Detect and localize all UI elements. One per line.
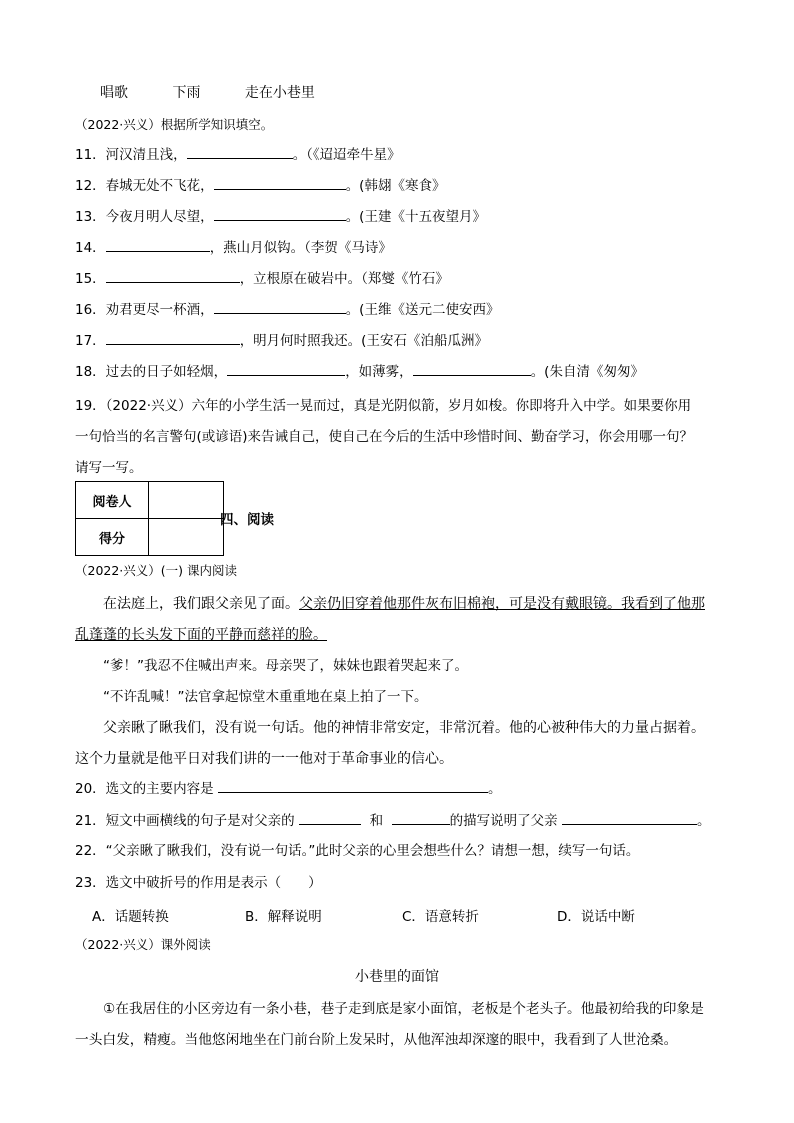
question-15: 15． ，立根原在破岩中。（郑燮《竹石》 [75, 268, 449, 289]
fill-intro: （2022·兴义）根据所学知识填空。 [75, 117, 274, 132]
question-22: 22．“父亲瞅了瞅我们，没有说一句话。”此时父亲的心里会想些什么？请想一想，续写一句话。 [75, 843, 640, 859]
choice-a[interactable]: A．话题转换 [92, 909, 169, 925]
answer-blank[interactable] [106, 268, 240, 283]
answer-blank[interactable] [106, 330, 240, 345]
answer-blank[interactable] [106, 237, 210, 252]
reading2-intro: （2022·兴义）课外阅读 [75, 937, 211, 952]
answer-blank[interactable] [214, 206, 346, 221]
score-label: 得分 [76, 519, 149, 556]
question-17: 17． ，明月何时照我还。(王安石《泊船瓜洲》 [75, 330, 488, 351]
question-14: 14． ，燕山月似钩。（李贺《马诗》 [75, 237, 392, 258]
question-12: 12．春城无处不飞花， 。(韩翃《寒食》 [75, 175, 445, 196]
reviewer-cell[interactable] [149, 482, 224, 519]
question-18: 18．过去的日子如轻烟， ，如薄雾， 。(朱自清《匆匆》 [75, 361, 644, 382]
reading1-intro: （2022·兴义）(一) 课内阅读 [75, 563, 238, 578]
reviewer-label: 阅卷人 [76, 482, 149, 519]
score-cell[interactable] [149, 519, 224, 556]
answer-blank[interactable] [187, 144, 293, 159]
answer-blank[interactable] [299, 810, 361, 825]
question-11: 11．河汉清且浅， 。（《迢迢牵牛星》 [75, 144, 401, 165]
question-21: 21．短文中画横线的句子是对父亲的 和 的描写说明了父亲 。 [75, 810, 710, 831]
option-word: 走在小巷里 [244, 85, 315, 101]
answer-blank[interactable] [562, 810, 697, 825]
answer-blank[interactable] [227, 361, 345, 376]
reading1-passage: 在法庭上，我们跟父亲见了面。父亲仍旧穿着他那件灰布旧棉袍，可是没有戴眼镜。我看到了他那 乱蓬蓬的长头发下面的平静而慈祥的脸。 “爹！”我忍不住喊出声来。母亲哭了，妹妹也跟着哭起来了。 “不许乱喊！”法官拿起惊堂木重重地在桌上拍了一下。 父亲瞅了瞅我们，没有说一句话。他的神情非常安定，非常沉着。他的心被种伟大的力量占据着。 这个力量就是他平日对我们讲的一一他对于革命事业的信心。 [75, 596, 705, 767]
option-word: 唱歌 [100, 85, 128, 101]
choice-c[interactable]: C．语意转折 [402, 909, 479, 925]
score-table [75, 481, 224, 556]
question-19: 19．（2022·兴义）六年的小学生活一晃而过，真是光阴似箭，岁月如梭。你即将升入中学。如果要你用 一句恰当的名言警句(或谚语)来告诫自己，使自己在今后的生活中珍惜时间、勤奋学习，你会用哪一句？ 请写一写。 [75, 398, 694, 476]
question-23: 23．选文中破折号的作用是表示（ ） [75, 875, 322, 891]
underlined-sentence: 父亲仍旧穿着他那件灰布旧棉袍，可是没有戴眼镜。我看到了他那 [299, 596, 705, 612]
reading2-title: 小巷里的面馆 [355, 969, 439, 985]
answer-blank[interactable] [392, 810, 450, 825]
section-title: 四、阅读 [220, 512, 274, 528]
question-13: 13．今夜月明人尽望， 。(王建《十五夜望月》 [75, 206, 486, 227]
answer-blank[interactable] [413, 361, 531, 376]
word-options [100, 82, 355, 102]
answer-blank[interactable] [214, 299, 346, 314]
underlined-sentence: 乱蓬蓬的长头发下面的平静而慈祥的脸。 [75, 627, 327, 643]
question-16: 16．劝君更尽一杯酒， 。(王维《送元二使安西》 [75, 299, 499, 320]
answer-blank[interactable] [214, 175, 346, 190]
answer-blank[interactable] [218, 778, 488, 793]
question-20: 20．选文的主要内容是 。 [75, 778, 501, 799]
option-word: 下雨 [172, 85, 201, 101]
choice-d[interactable]: D．说话中断 [557, 909, 635, 925]
reading2-passage: ①在我居住的小区旁边有一条小巷，巷子走到底是家小面馆，老板是个老头子。他最初给我的印象是 一头白发，精瘦。当他悠闲地坐在门前台阶上发呆时，从他浑浊却深邃的眼中，我看到了人世沧桑。 [75, 1001, 704, 1048]
choice-b[interactable]: B．解释说明 [245, 909, 322, 925]
